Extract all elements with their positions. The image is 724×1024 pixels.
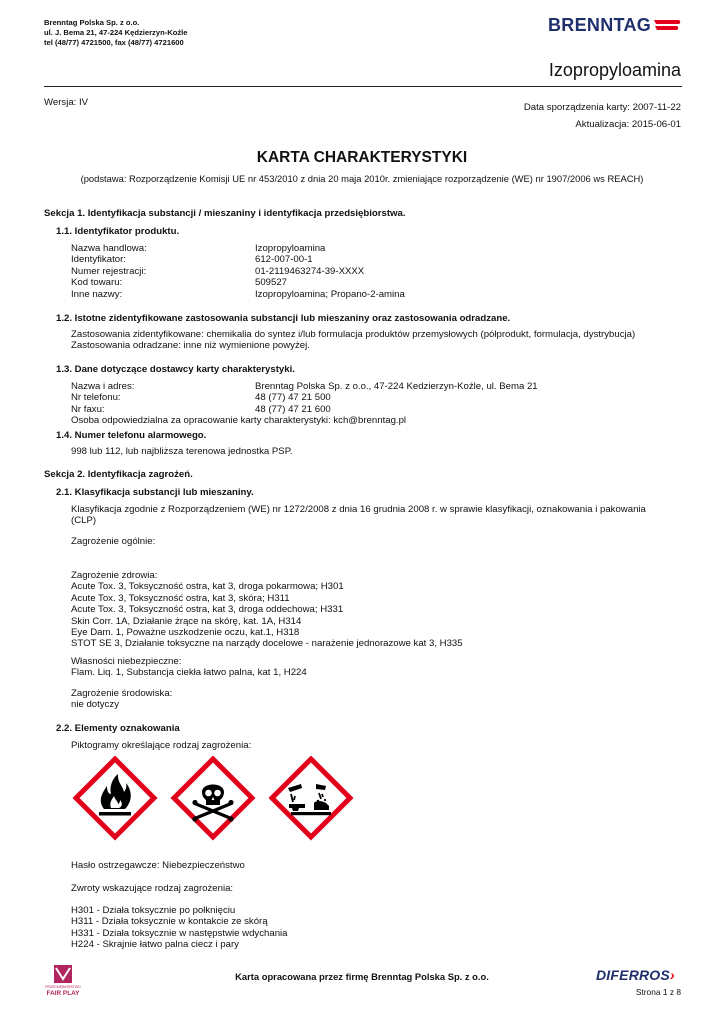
s13-title: 1.3. Dane dotyczące dostawcy karty charakterystyki. xyxy=(56,364,295,375)
environment-hazards xyxy=(71,688,172,711)
s11-title: 1.1. Identyfikator produktu. xyxy=(56,226,180,237)
kv-value: Izopropyloamina; Propano-2-amina xyxy=(255,288,405,300)
regulation-basis: (podstawa: Rozporządzenie Komisji UE nr 453/2010 z dnia 20 maja 2010r. zmieniające rozporządzenie (WE) nr 1907/2006 ws REACH) xyxy=(80,173,644,184)
environment-hazard-item: nie dotyczy xyxy=(71,699,119,711)
ghs-pictograms xyxy=(71,756,371,844)
document-product-title: Izopropyloamina xyxy=(548,60,681,80)
health-hazard-item: Acute Tox. 3, Toksyczność ostra, kat 3, droga pokarmowa; H301 xyxy=(71,581,344,593)
company-address: ul. J. Bema 21, 47-224 Kędzierzyn-Koźle xyxy=(44,28,188,38)
supplier-table xyxy=(71,381,538,427)
main-title: KARTA CHARAKTERYSTYKI xyxy=(256,149,468,166)
s12-title: 1.2. Istotne zidentyfikowane zastosowania substancji lub mieszaniny oraz zastosowania odradzane. xyxy=(56,313,511,324)
clp-line2: (CLP) xyxy=(71,515,97,527)
section1-title: Sekcja 1. Identyfikacja substancji / mieszaniny i identyfikacja przedsiębiorstwa. xyxy=(44,208,406,219)
brenntag-logo xyxy=(548,14,682,38)
clp-classification xyxy=(71,504,646,527)
hazard-phrases-label: Zwroty wskazujące rodzaj zagrożenia: xyxy=(71,883,234,894)
kv-row xyxy=(71,404,538,415)
date-created: Data sporządzenia karty: 2007-11-22 xyxy=(523,102,681,113)
environment-hazards-title: Zagrożenie środowiska: xyxy=(71,688,173,699)
health-hazard-item: Acute Tox. 3, Toksyczność ostra, kat 3, skóra; H311 xyxy=(71,592,290,604)
kv-row xyxy=(71,381,538,392)
health-hazard-item: STOT SE 3, Działanie toksyczne na narządy docelowe - narażenie jednorazowe kat 3, H335 xyxy=(71,638,463,650)
physical-hazards-title: Własności niebezpieczne: xyxy=(71,656,182,667)
product-identifier-table xyxy=(71,243,405,300)
company-header xyxy=(44,18,188,49)
fair-play-label: FAIR PLAY xyxy=(46,990,80,997)
diferros-chevron-icon: › xyxy=(669,967,675,983)
page-number: Strona 1 z 8 xyxy=(635,987,681,997)
section2-title: Sekcja 2. Identyfikacja zagrożeń. xyxy=(44,469,193,480)
physical-hazard-item: Flam. Liq. 1, Substancja ciekła łatwo palna, kat 1, H224 xyxy=(71,667,307,679)
physical-hazards xyxy=(71,656,307,679)
kv-value: 01-2119463274-39-XXXX xyxy=(255,265,365,277)
kv-row xyxy=(71,254,405,265)
kv-value: Brenntag Polska Sp. z o.o., 47-224 Kedzierzyn-Koźle, ul. Bema 21 xyxy=(255,381,538,392)
hazard-phrase-item: H301 - Działa toksycznie po połknięciu xyxy=(71,905,236,916)
kv-key: Nr faxu: xyxy=(71,403,105,415)
health-hazards xyxy=(71,570,463,650)
advised-against-uses: Zastosowania odradzane: inne niż wymienione powyżej. xyxy=(71,340,310,352)
s12-text xyxy=(71,329,635,352)
health-hazard-item: Acute Tox. 3, Toksyczność ostra, kat 3, droga oddechowa; H331 xyxy=(71,604,344,616)
s21-title: 2.1. Klasyfikacja substancji lub mieszaniny. xyxy=(56,487,254,498)
brenntag-swoosh-icon xyxy=(652,16,682,36)
s22-title: 2.2. Elementy oznakowania xyxy=(56,723,180,734)
skull-crossbones-icon xyxy=(174,759,252,837)
signal-word: Hasło ostrzegawcze: Niebezpieczeństwo xyxy=(71,860,245,871)
kv-row xyxy=(71,277,405,288)
kv-value: 612-007-00-1 xyxy=(255,254,313,266)
version-label: Wersja: IV xyxy=(44,97,89,108)
footer-text: Karta opracowana przez firmę Brenntag Polska Sp. z o.o. xyxy=(235,971,489,982)
s14-title: 1.4. Numer telefonu alarmowego. xyxy=(56,430,207,441)
diferros-logo xyxy=(596,967,675,983)
pictograms-label: Piktogramy określające rodzaj zagrożenia: xyxy=(71,740,252,751)
emergency-number: 998 lub 112, lub najbliższa terenowa jednostka PSP. xyxy=(71,446,293,457)
kv-key: Nr telefonu: xyxy=(71,392,121,404)
clp-line1: Klasyfikacja zgodnie z Rozporządzeniem (WE) nr 1272/2008 z dnia 16 grudnia 2008 r. w sprawie klasyfikacji, oznakowania i pakowania xyxy=(71,504,646,515)
date-updated: Aktualizacja: 2015-06-01 xyxy=(575,119,681,130)
kv-key: Numer rejestracji: xyxy=(71,265,147,277)
fair-play-logo xyxy=(38,964,88,1004)
header-divider xyxy=(44,86,682,87)
health-hazard-item: Skin Corr. 1A, Działanie żrące na skórę, kat. 1A, H314 xyxy=(71,615,302,627)
contact-email-line: Osoba odpowiedzialna za opracowanie karty charakterystyki: kch@brenntag.pl xyxy=(71,415,407,427)
company-name: Brenntag Polska Sp. z o.o. xyxy=(44,18,140,27)
hazard-phrases xyxy=(71,905,288,951)
general-hazard-label: Zagrożenie ogólnie: xyxy=(71,536,156,547)
kv-row xyxy=(71,289,405,300)
kv-value: 48 (77) 47 21 600 xyxy=(255,403,331,415)
health-hazards-title: Zagrożenie zdrowia: xyxy=(71,570,158,581)
hazard-phrase-item: H331 - Działa toksycznie w następstwie wdychania xyxy=(71,927,288,939)
kv-key: Identyfikator: xyxy=(71,254,126,266)
kv-key: Nazwa i adres: xyxy=(71,381,135,392)
kv-key: Nazwa handlowa: xyxy=(71,243,147,254)
company-phone: tel (48/77) 4721500, fax (48/77) 4721600 xyxy=(44,38,184,48)
kv-row xyxy=(71,243,405,254)
kv-row xyxy=(71,266,405,277)
fair-play-caption: PRZEDSIĘBIORSTWO xyxy=(45,985,81,989)
diferros-logo-text: DIFERROS xyxy=(596,967,670,983)
hazard-phrase-item: H311 - Działa toksycznie w kontakcie ze skórą xyxy=(71,916,268,928)
corrosion-icon xyxy=(272,759,350,837)
brenntag-logo-text: BRENNTAG xyxy=(548,15,652,35)
identified-uses: Zastosowania zidentyfikowane: chemikalia do syntez i/lub formulacja produktów przemysłowych (półprodukt, formulacja, dystrybucja) xyxy=(71,329,636,340)
kv-key: Kod towaru: xyxy=(71,277,123,289)
kv-value: 509527 xyxy=(255,277,288,289)
dates-block xyxy=(524,99,681,133)
flame-icon xyxy=(76,759,154,837)
kv-key: Inne nazwy: xyxy=(71,288,123,300)
kv-value: Izopropyloamina xyxy=(255,243,326,254)
health-hazard-item: Eye Dam. 1, Poważne uszkodzenie oczu, kat.1, H318 xyxy=(71,627,300,639)
hazard-phrase-item: H224 - Skrajnie łatwo palna ciecz i pary xyxy=(71,939,239,951)
kv-value: 48 (77) 47 21 500 xyxy=(255,392,331,404)
kv-row xyxy=(71,392,538,403)
